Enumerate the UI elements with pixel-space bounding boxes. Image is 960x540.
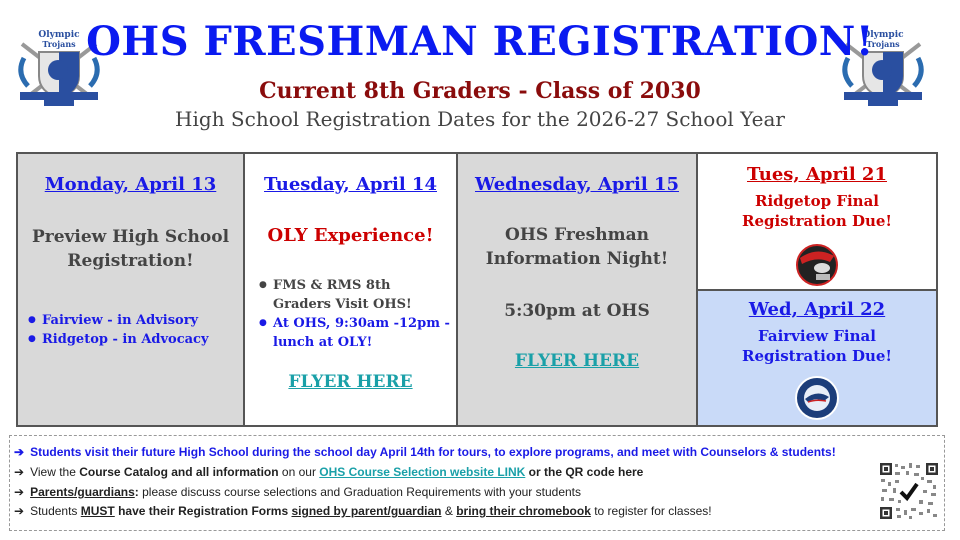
schedule-table [16, 152, 938, 427]
qr-code-icon[interactable] [879, 462, 939, 520]
tuesday-cell [245, 154, 458, 425]
note-line-3: ➔ Parents/guardians: please discuss course selections and Graduation Requirements with your students [14, 485, 582, 499]
tuesday-flyer-link[interactable]: FLYER HERE [288, 372, 413, 392]
dates-subtitle: High School Registration Dates for the 2026-27 School Year [175, 107, 785, 131]
ridgetop-deadline-cell [698, 154, 936, 291]
tuesday-bullets [259, 276, 450, 352]
monday-bullets [28, 311, 243, 349]
monday-heading: Preview High School Registration! [31, 227, 230, 271]
wednesday-flyer-link[interactable]: FLYER HERE [514, 351, 640, 371]
fairview-heading: Fairview Final Registration Due! [742, 327, 892, 365]
arrow-icon: ➔ [14, 504, 25, 518]
arrow-icon: ➔ [14, 485, 25, 499]
page-title: OHS FRESHMAN REGISTRATION! [86, 18, 874, 65]
svg-text:Olympic: Olympic [862, 30, 904, 40]
notes-box [9, 435, 945, 531]
tuesday-date-link[interactable]: Tuesday, April 14 [264, 174, 437, 195]
deadlines-column [698, 154, 936, 425]
tuesday-bullet: ● At OHS, 9:30am -12pm - lunch at OLY! [259, 314, 450, 352]
svg-text:Trojans: Trojans [866, 39, 900, 49]
ridgetop-mascot-icon [794, 242, 840, 288]
fairview-falcons-logo-icon [794, 375, 840, 421]
ridgetop-heading: Ridgetop Final Registration Due! [742, 192, 892, 230]
wednesday-time: 5:30pm at OHS [504, 301, 650, 321]
ridgetop-date-link[interactable]: Tues, April 21 [747, 164, 887, 185]
monday-bullet: ● Ridgetop - in Advocacy [28, 330, 243, 349]
svg-text:Olympic: Olympic [38, 30, 80, 40]
class-subtitle: Current 8th Graders - Class of 2030 [259, 78, 701, 104]
monday-bullet: ● Fairview - in Advisory [28, 311, 243, 330]
monday-cell [18, 154, 245, 425]
wednesday-date-link[interactable]: Wednesday, April 15 [474, 174, 679, 195]
note-line-4: ➔ Students MUST have their Registration Forms signed by parent/guardian & bring their chromebook to register for classes! [14, 504, 712, 518]
arrow-icon: ➔ [14, 445, 25, 459]
tuesday-heading: OLY Experience! [267, 225, 434, 246]
wednesday-cell [458, 154, 698, 425]
tuesday-bullet: ● FMS & RMS 8th Graders Visit OHS! [259, 276, 450, 314]
fairview-deadline-cell [698, 291, 936, 425]
note-line-2: ➔ View the Course Catalog and all information on our OHS Course Selection website LINK or the QR code here [14, 465, 644, 479]
arrow-icon: ➔ [14, 465, 25, 479]
fairview-date-link[interactable]: Wed, April 22 [748, 299, 886, 320]
course-selection-website-link[interactable]: OHS Course Selection website LINK [319, 465, 526, 479]
note-line-1: ➔ Students visit their future High School during the school day April 14th for tours, to explore programs, and meet with Counselors & students! [14, 445, 836, 459]
svg-text:Trojans: Trojans [42, 39, 76, 49]
monday-date-link[interactable]: Monday, April 13 [44, 174, 217, 195]
wednesday-heading: OHS Freshman Information Night! [485, 225, 669, 269]
